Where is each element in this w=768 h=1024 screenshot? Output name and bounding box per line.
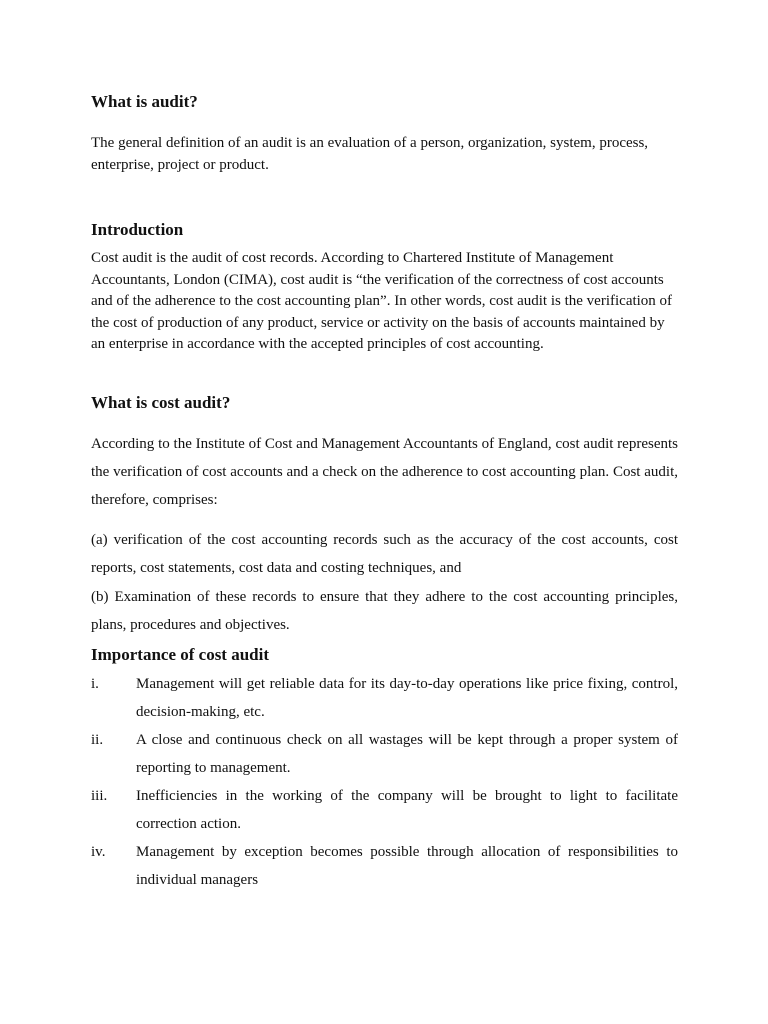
- heading-introduction: Introduction: [91, 220, 184, 239]
- paragraph-introduction: Cost audit is the audit of cost records. According to Chartered Institute of Management Accountants, London (CIMA), cost audit is “the verification of the correctness of cost accounts and of the adherence to the cost accounting plan”. In other words, cost audit is the verification of the cost of production of any product, service or activity on the basis of accounts maintained by an enterprise in accordance with the accepted principles of cost accounting.: [91, 250, 673, 352]
- list-item-text: A close and continuous check on all wastages will be kept through a proper system of reporting to management.: [136, 732, 678, 776]
- paragraph-item-b: (b) Examination of these records to ensure that they adhere to the cost accounting principles, plans, procedures and objectives.: [91, 589, 678, 633]
- list-item: [91, 726, 678, 782]
- list-item-number: iv.: [91, 844, 106, 860]
- paragraph-audit-definition: The general definition of an audit is an evaluation of a person, organization, system, process, enterprise, project or product.: [91, 135, 649, 173]
- paragraph-item-a: (a) verification of the cost accounting records such as the accuracy of the cost accounts, cost reports, cost statements, cost data and costing techniques, and: [91, 532, 678, 576]
- list-item-number: ii.: [91, 732, 104, 748]
- list-item-text: Inefficiencies in the working of the company will be brought to light to facilitate correction action.: [136, 788, 678, 832]
- heading-what-is-audit: What is audit?: [91, 92, 198, 111]
- importance-list: [91, 670, 678, 894]
- list-item-number: iii.: [91, 788, 108, 804]
- list-item: [91, 838, 678, 894]
- heading-importance: Importance of cost audit: [91, 645, 270, 664]
- paragraph-cost-audit: According to the Institute of Cost and Management Accountants of England, cost audit represents the verification of cost accounts and a check on the adherence to cost accounting plan. Cost audit, therefore, comprises:: [91, 436, 678, 508]
- list-item: [91, 782, 678, 838]
- heading-what-is-cost-audit: What is cost audit?: [91, 393, 231, 412]
- list-item-number: i.: [91, 676, 99, 692]
- list-item-text: Management will get reliable data for its day-to-day operations like price fixing, control, decision-making, etc.: [136, 676, 678, 720]
- list-item: [91, 670, 678, 726]
- list-item-text: Management by exception becomes possible through allocation of responsibilities to individual managers: [136, 844, 678, 888]
